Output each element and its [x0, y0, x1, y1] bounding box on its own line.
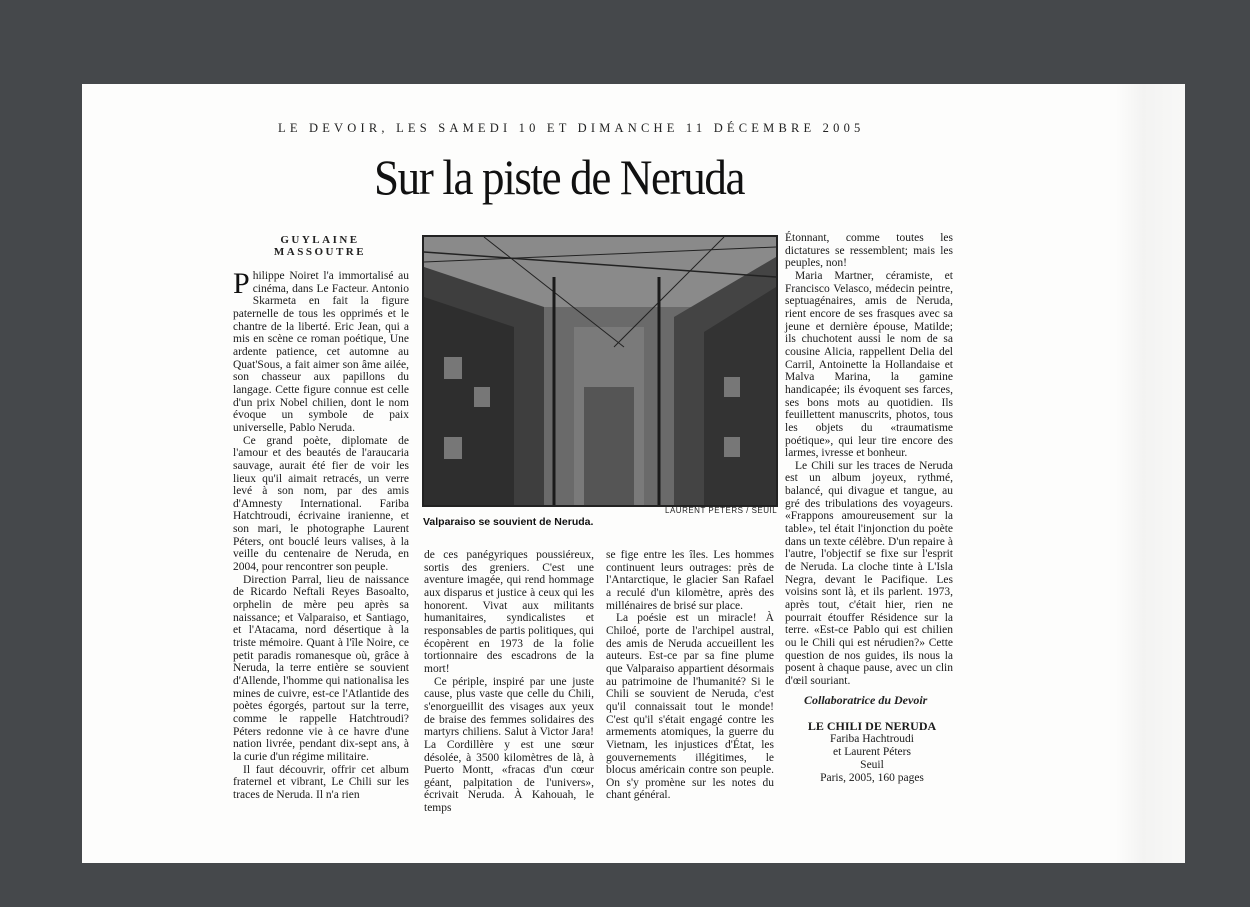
article-column-3 — [606, 549, 774, 802]
article-paragraph: Le Chili sur les traces de Neruda est un album joyeux, rythmé, balancé, qui divague et tangue, au gré des tribulations des voyageurs. «Frappons amoureusement sur la table», tel était l'injonction du poète dans un texte célèbre. D'un repaire à l'autre, l'objectif se fixe sur l'esprit de Neruda. La cloche tinte à L'Isla Negra, devant le Pacifique. Les voisins sont là, et ils parlent. 1973, après tout, c'était hier, rien ne pourrait étouffer Résidence sur la terre. «Est-ce Pablo qui est chilien ou le Chili qui est nérudien?» Cette question de nos guides, ils nous la posent à chaque pause, avec un clin d'œil souriant. — [785, 459, 953, 687]
drop-cap: P — [233, 267, 250, 300]
article-column-1 — [233, 267, 409, 801]
article-paragraph: de ces panégyriques poussiéreux, sortis des greniers. C'est une aventure imagée, qui rend hommage aux disparus et justice à ceux qui les honorent. Vivat aux militants humanitaires, syndicalistes et responsables de partis politiques, qui écopèrent en 1973 de la folie tortionnaire des escadrons de la mort! — [424, 549, 594, 675]
photo-caption: Valparaiso se souvient de Neruda. — [423, 516, 594, 528]
article-paragraph: Ce périple, inspiré par une juste cause, plus vaste que celle du Chili, s'enorgueillit des visages aux yeux de braise des femmes solidaires des martyrs chiliens. Salut à Victor Jara! La Cordillère y est une sœur désolée, à 3500 kilomètres de là, à Puerto Montt, «fracas d'un cœur géant, palpitation de l'univers», écrivait Neruda. À Kahouah, le temps — [424, 675, 594, 815]
book-authors-line-2: et Laurent Péters — [833, 746, 911, 758]
article-paragraph: Il faut découvrir, offrir cet album fraternel et vibrant, Le Chili sur les traces de Neruda. Il n'a rien — [233, 763, 409, 801]
headline: Sur la piste de Neruda — [374, 149, 745, 205]
article-column-4 — [785, 232, 953, 687]
book-authors-line-1: Fariba Hachtroudi — [830, 733, 914, 745]
book-info — [800, 720, 944, 785]
article-paragraph: Maria Martner, céramiste, et Francisco Velasco, médecin peintre, septuagénaires, amis de Neruda, rient encore de ses frasques avec sa jeune et dernière épouse, Matilde; ils chuchotent aussi le nom de sa cousine Alicia, rappellent Delia del Carril, Antoinette la Hollandaise et Malva Marina, la gamine handicapée; ils évoquent ses farces, ses bons mots au quotidien. Ils feuillettent manuscrits, photos, tous les objets du «traumatisme poétique», qui leur tire encore des larmes, ivresse et bonheur. — [785, 269, 953, 460]
byline-last-name: MASSOUTRE — [273, 246, 367, 258]
article-column-2 — [424, 549, 594, 815]
article-photo — [422, 235, 778, 507]
article-paragraph: Ce grand poète, diplomate de l'amour et des beautés de l'araucaria sauvage, aurait été fier de voir les lieux qu'il aimait retracés, un verre levé à son nom, par des amis d'Amnesty International. Fariba Hatchtroudi, écrivaine iranienne, et son mari, le photographe Laurent Péters, ont bouclé leurs valises, à la veille du centenaire de Neruda, en 2004, pour rencontrer son peuple. — [233, 434, 409, 574]
book-publisher: Seuil — [860, 759, 884, 771]
article-paragraph: Direction Parral, lieu de naissance de Ricardo Neftali Reyes Basoalto, orphelin de mère peu après sa naissance; et Valparaiso, et Santiago, et l'Atacama, nord désertique à la triste mémoire. Quant à l'île Noire, ce petit paradis romanesque où, grâce à Neruda, la terre entière se souvient d'Allende, l'homme qui nationalisa les mines de cuivre, est-ce l'Atlantide des poètes égorgés, partout sur la terre, comme le rappelle Hatchtroudi? Péters redonne vie à ce havre d'une nation livrée, pendant dix-sept ans, à la curie d'un régime militaire. — [233, 573, 409, 763]
photo-credit: LAURENT PÉTERS / SEUIL — [665, 506, 778, 515]
article-paragraph: Philippe Noiret l'a immortalisé au cinéma, dans Le Facteur. Antonio Skarmeta en fait la figure paternelle de tous les opprimés et le chantre de la liberté. Eric Jean, qui a mis en scène ce roman poétique, Une ardente patience, cet automne au Quat'Sous, a fait aimer son âme ailée, son chasseur aux papillons du langage. Cette figure connue est celle d'un prix Nobel chilien, dont le nom évoque un symbole de paix universelle, Pablo Neruda. — [233, 267, 409, 434]
book-title: LE CHILI DE NERUDA — [807, 719, 937, 733]
newspaper-dateline: LE DEVOIR, LES SAMEDI 10 ET DIMANCHE 11 DÉCEMBRE 2005 — [278, 121, 865, 135]
article-paragraph: Étonnant, comme toutes les dictatures se ressemblent; mais les peuples, non! — [785, 232, 953, 270]
byline-first-name: GUYLAINE — [280, 234, 360, 246]
book-details: Paris, 2005, 160 pages — [820, 772, 924, 784]
article-paragraph: se fige entre les îles. Les hommes continuent leurs outrages: près de l'Antarctique, le glacier San Rafael a reculé d'un kilomètre, après des millénaires de brisé sur place. — [606, 549, 774, 612]
newspaper-clipping — [82, 84, 1185, 863]
article-paragraph: La poésie est un miracle! À Chiloé, porte de l'archipel austral, des amis de Neruda accueillent les auteurs. Est-ce par sa fine plume que Valparaiso appartient désormais au patrimoine de l'humanité? Si le Chili se souvient de Neruda, c'est qu'il connaissait tout le monde! C'est qu'il s'était engagé contre les armements atomiques, la guerre du Vietnam, les injustices d'État, les gouvernements illégitimes, le blocus américain contre son peuple. On s'y promène sur les notes du chant général. — [606, 612, 774, 802]
valparaiso-street-photo — [424, 237, 776, 505]
scan-shadow — [1115, 84, 1185, 863]
author-signoff: Collaboratrice du Devoir — [804, 693, 928, 707]
byline — [260, 234, 380, 258]
